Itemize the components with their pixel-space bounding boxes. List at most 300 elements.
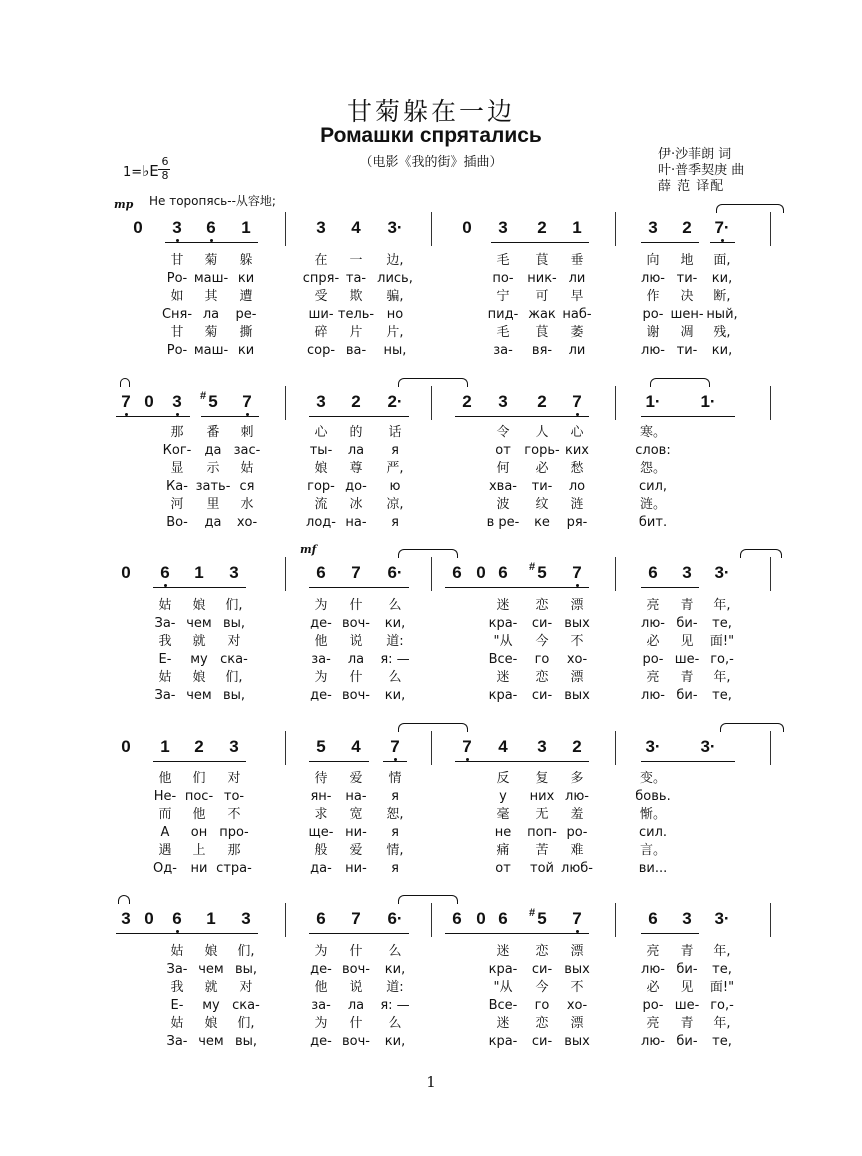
lyric-syllable: маш- bbox=[193, 271, 229, 286]
lyric-syllable: 漂 bbox=[570, 944, 584, 959]
beam-underline bbox=[491, 933, 589, 934]
lyric-syllable: За- bbox=[154, 688, 176, 703]
lyric-syllable: лю- bbox=[641, 271, 665, 286]
lyric-syllable: то- bbox=[223, 789, 245, 804]
lyric-syllable: ро- bbox=[642, 307, 664, 322]
lyric-syllable: 什 bbox=[349, 598, 363, 613]
lyric-syllable: 迷 bbox=[496, 944, 510, 959]
lyric-syllable: наб- bbox=[562, 307, 592, 322]
lyric-syllable: ше- bbox=[674, 652, 700, 667]
note: 3· bbox=[714, 563, 730, 582]
lyric-syllable: на- bbox=[345, 515, 367, 530]
lyric-syllable: А bbox=[160, 825, 170, 840]
lyric-syllable: 复 bbox=[535, 771, 549, 786]
lyric-syllable: лю- bbox=[641, 616, 665, 631]
lyric-syllable: сил. bbox=[638, 825, 668, 840]
note: # 5 bbox=[532, 909, 552, 929]
note: 6 bbox=[452, 909, 462, 928]
note: 7· bbox=[712, 218, 732, 238]
lyric-syllable: Не- bbox=[153, 789, 177, 804]
lyric-syllable: хо- bbox=[566, 998, 588, 1013]
lyric-syllable: ный, bbox=[706, 307, 738, 322]
lyric-syllable: 么 bbox=[388, 598, 402, 613]
note: 7 bbox=[351, 909, 361, 928]
lyric-syllable: я bbox=[391, 443, 399, 458]
lyric-syllable: де- bbox=[310, 962, 332, 977]
sharp-sign: # bbox=[529, 561, 536, 573]
lyric-syllable: 们, bbox=[237, 944, 255, 959]
note: 1· bbox=[645, 392, 661, 411]
lyric-syllable: 不 bbox=[227, 807, 241, 822]
lyric-syllable: я bbox=[391, 515, 399, 530]
beam-underline bbox=[153, 587, 246, 588]
lyric-syllable: 那 bbox=[227, 843, 241, 858]
lyric-syllable: бовь. bbox=[635, 789, 671, 804]
barline bbox=[285, 731, 286, 765]
lyric-syllable: Сня- bbox=[161, 307, 193, 322]
lyric-syllable: му bbox=[202, 998, 220, 1013]
lyric-syllable: 迷 bbox=[496, 1016, 510, 1031]
beam-underline bbox=[455, 761, 589, 762]
note: 3 bbox=[682, 563, 692, 582]
lyric-syllable: 无 bbox=[535, 807, 549, 822]
lyric-syllable: 向 bbox=[646, 253, 660, 268]
lyric-syllable: та- bbox=[345, 271, 367, 286]
lyric-syllable: 恋 bbox=[535, 670, 549, 685]
beam-underline bbox=[116, 416, 190, 417]
lyric-syllable: 求 bbox=[314, 807, 328, 822]
lyric-syllable: 波 bbox=[496, 497, 510, 512]
note: 3 bbox=[537, 737, 547, 756]
lyric-syllable: воч- bbox=[342, 688, 370, 703]
lyric-syllable: си- bbox=[531, 688, 553, 703]
lyric-syllable: 涟 bbox=[570, 497, 584, 512]
lyric-syllable: 情, bbox=[386, 843, 404, 858]
lyric-syllable: 待 bbox=[314, 771, 328, 786]
note: 6 bbox=[316, 563, 326, 582]
barline bbox=[431, 731, 432, 765]
lyric-syllable: лю- bbox=[641, 343, 665, 358]
barline bbox=[615, 212, 616, 246]
note: 3 bbox=[316, 392, 326, 411]
lyric-syllable: в ре- bbox=[486, 515, 520, 530]
lyric-syllable: 地 bbox=[680, 253, 694, 268]
lyric-syllable: си- bbox=[531, 962, 553, 977]
lyric-syllable: за- bbox=[311, 652, 331, 667]
lyric-syllable: вых bbox=[564, 962, 590, 977]
lyric-syllable: 姑 bbox=[170, 1016, 184, 1031]
lyric-syllable: ся bbox=[239, 479, 255, 494]
lyric-syllable: Ро- bbox=[166, 343, 188, 358]
lyric-syllable: ки, bbox=[384, 616, 406, 631]
lyric-syllable: 冰 bbox=[349, 497, 363, 512]
lyric-syllable: 他 bbox=[314, 634, 328, 649]
lyric-syllable: стра- bbox=[216, 861, 252, 876]
note: 1 bbox=[572, 218, 582, 237]
lyric-syllable: 对 bbox=[227, 634, 241, 649]
key-label: 1= bbox=[123, 165, 143, 180]
lyric-syllable: 般 bbox=[314, 843, 328, 858]
lyric-syllable: те, bbox=[712, 962, 732, 977]
lyric-syllable: чем bbox=[186, 688, 212, 703]
lyric-syllable: 娘 bbox=[192, 598, 206, 613]
lyric-syllable: 片 bbox=[349, 325, 363, 340]
lyric-syllable: воч- bbox=[342, 1034, 370, 1049]
lyric-syllable: За- bbox=[166, 962, 188, 977]
dynamic-mp: mp bbox=[114, 198, 134, 211]
note: 1 bbox=[241, 218, 251, 237]
barline bbox=[615, 557, 616, 591]
lyric-syllable: 令 bbox=[496, 425, 510, 440]
lyric-syllable: 甘 bbox=[170, 253, 184, 268]
lyric-syllable: 的 bbox=[349, 425, 363, 440]
lyric-syllable: 娘 bbox=[204, 944, 218, 959]
page-number: 1 bbox=[426, 1073, 436, 1091]
lyric-syllable: му bbox=[190, 652, 208, 667]
beam-underline bbox=[165, 242, 258, 243]
lyric-syllable: лись, bbox=[377, 271, 413, 286]
lyric-syllable: 毛 bbox=[496, 253, 510, 268]
lyric-syllable: 恋 bbox=[535, 1016, 549, 1031]
lyric-syllable: ре- bbox=[235, 307, 257, 322]
lyric-syllable: 为 bbox=[314, 1016, 328, 1031]
lyric-syllable: 年, bbox=[713, 944, 731, 959]
lyric-syllable: 们 bbox=[192, 771, 206, 786]
lyric-syllable: 其 bbox=[204, 289, 218, 304]
lyric-syllable: ян- bbox=[310, 789, 332, 804]
lyric-syllable: де- bbox=[310, 688, 332, 703]
lyric-syllable: ска- bbox=[232, 998, 260, 1013]
lyric-syllable: сор- bbox=[306, 343, 336, 358]
lyric-syllable: ла bbox=[202, 307, 220, 322]
note: 0 bbox=[133, 218, 143, 237]
barline bbox=[285, 557, 286, 591]
note: 1· bbox=[700, 392, 716, 411]
lyric-syllable: ки, bbox=[384, 962, 406, 977]
lyric-syllable: 人 bbox=[535, 425, 549, 440]
lyric-syllable: от bbox=[495, 861, 511, 876]
lyric-syllable: 在 bbox=[314, 253, 328, 268]
lyric-syllable: 为 bbox=[314, 598, 328, 613]
lyric-syllable: ше- bbox=[674, 998, 700, 1013]
lyric-syllable: пос- bbox=[184, 789, 214, 804]
lyric-syllable: ке bbox=[534, 515, 550, 530]
note: # 5 bbox=[203, 392, 223, 412]
lyric-syllable: 什 bbox=[349, 1016, 363, 1031]
lyric-syllable: 早 bbox=[570, 289, 584, 304]
lyric-syllable: ще- bbox=[308, 825, 334, 840]
lyric-syllable: 什 bbox=[349, 944, 363, 959]
note: 2 bbox=[462, 392, 472, 411]
lyric-syllable: 情 bbox=[388, 771, 402, 786]
lyric-syllable: я bbox=[391, 789, 399, 804]
lyric-syllable: 必 bbox=[646, 634, 660, 649]
lyric-syllable: 恕, bbox=[386, 807, 404, 822]
lyric-syllable: 道: bbox=[386, 980, 404, 995]
note: 3 bbox=[229, 737, 239, 756]
barline bbox=[431, 903, 432, 937]
note: 7 bbox=[385, 737, 405, 757]
lyric-syllable: 今 bbox=[535, 634, 549, 649]
lyric-syllable: ни- bbox=[345, 861, 367, 876]
lyric-syllable: те, bbox=[712, 688, 732, 703]
lyric-syllable: 宁 bbox=[496, 289, 510, 304]
lyric-syllable: кра- bbox=[488, 962, 518, 977]
lyric-syllable: 寒。 bbox=[639, 425, 666, 440]
lyric-syllable: 见 bbox=[680, 634, 694, 649]
lyric-syllable: Во- bbox=[166, 515, 188, 530]
beam-underline bbox=[491, 242, 589, 243]
lyric-syllable: го,- bbox=[710, 998, 734, 1013]
note: 7 bbox=[567, 909, 587, 929]
lyric-syllable: би- bbox=[676, 962, 698, 977]
beam-underline bbox=[309, 761, 369, 762]
lyric-syllable: 上 bbox=[192, 843, 206, 858]
lyric-syllable: 心 bbox=[314, 425, 328, 440]
credit-translator: 薛 范 译配 bbox=[658, 179, 725, 194]
tie-slur bbox=[720, 723, 784, 732]
lyric-syllable: ва- bbox=[345, 343, 367, 358]
lyric-syllable: поп- bbox=[527, 825, 557, 840]
lyric-syllable: зать- bbox=[195, 479, 231, 494]
lyric-syllable: 涟。 bbox=[639, 497, 666, 512]
lyric-syllable: той bbox=[530, 861, 554, 876]
lyric-syllable: ти- bbox=[676, 343, 698, 358]
lyric-syllable: 何 bbox=[496, 461, 510, 476]
lyric-syllable: бит. bbox=[638, 515, 668, 530]
lyric-syllable: би- bbox=[676, 1034, 698, 1049]
note: 2 bbox=[351, 392, 361, 411]
lyric-syllable: 宽 bbox=[349, 807, 363, 822]
meter-line bbox=[158, 169, 170, 170]
lyric-syllable: 反 bbox=[496, 771, 510, 786]
lyric-syllable: слов: bbox=[635, 443, 671, 458]
barline bbox=[615, 903, 616, 937]
lyric-syllable: 怨。 bbox=[639, 461, 666, 476]
lyric-syllable: 流 bbox=[314, 497, 328, 512]
barline bbox=[431, 557, 432, 591]
lyric-syllable: би- bbox=[676, 688, 698, 703]
lyric-syllable: лод- bbox=[306, 515, 336, 530]
lyric-syllable: про- bbox=[219, 825, 249, 840]
lyric-syllable: 娘 bbox=[314, 461, 328, 476]
lyric-syllable: воч- bbox=[342, 962, 370, 977]
lyric-syllable: ки bbox=[237, 343, 255, 358]
note: 6 bbox=[648, 563, 658, 582]
lyric-syllable: Ког- bbox=[162, 443, 192, 458]
lyric-syllable: 片, bbox=[386, 325, 404, 340]
lyric-syllable: я: — bbox=[380, 998, 410, 1013]
lyric-syllable: "从 bbox=[493, 634, 513, 649]
barline bbox=[285, 212, 286, 246]
beam-underline bbox=[710, 242, 735, 243]
lyric-syllable: 对 bbox=[227, 771, 241, 786]
lyric-syllable: 面!" bbox=[709, 634, 735, 649]
lyric-syllable: 爱 bbox=[349, 843, 363, 858]
lyric-syllable: 年, bbox=[713, 670, 731, 685]
lyric-syllable: вы, bbox=[222, 616, 246, 631]
lyric-syllable: 娘 bbox=[192, 670, 206, 685]
tie-slur bbox=[118, 895, 130, 904]
note: 3 bbox=[682, 909, 692, 928]
note: 3 bbox=[498, 218, 508, 237]
lyric-syllable: де- bbox=[310, 1034, 332, 1049]
lyric-syllable: 们, bbox=[237, 1016, 255, 1031]
lyric-syllable: 爱 bbox=[349, 771, 363, 786]
lyric-syllable: 他 bbox=[192, 807, 206, 822]
lyric-syllable: 迷 bbox=[496, 670, 510, 685]
note: 1 bbox=[206, 909, 216, 928]
lyric-syllable: 萎 bbox=[570, 325, 584, 340]
note: 3· bbox=[714, 909, 730, 928]
lyric-syllable: 残, bbox=[713, 325, 731, 340]
lyric-syllable: 漂 bbox=[570, 598, 584, 613]
tie-slur bbox=[398, 378, 468, 387]
lyric-syllable: 不 bbox=[570, 980, 584, 995]
lyric-syllable: 就 bbox=[204, 980, 218, 995]
note: 3 bbox=[316, 218, 326, 237]
song-title-chinese: 甘菊躲在一边 bbox=[346, 97, 515, 126]
lyric-syllable: 他 bbox=[158, 771, 172, 786]
lyric-syllable: 愁 bbox=[570, 461, 584, 476]
lyric-syllable: ши- bbox=[308, 307, 334, 322]
note: 3· bbox=[700, 737, 716, 756]
lyric-syllable: 茛 bbox=[535, 325, 549, 340]
lyric-syllable: 刺 bbox=[240, 425, 254, 440]
dynamic-mf: mf bbox=[300, 543, 317, 556]
note: 6 bbox=[498, 909, 508, 928]
note: 5 bbox=[316, 737, 326, 756]
lyric-syllable: Ро- bbox=[166, 271, 188, 286]
beam-underline bbox=[641, 933, 699, 934]
lyric-syllable: 谢 bbox=[646, 325, 660, 340]
note: 0 bbox=[476, 563, 486, 582]
lyric-syllable: 变。 bbox=[639, 771, 666, 786]
lyric-syllable: 作 bbox=[646, 289, 660, 304]
note: 6· bbox=[387, 563, 403, 582]
note: 3· bbox=[645, 737, 661, 756]
lyric-syllable: 必 bbox=[646, 980, 660, 995]
lyric-syllable: я bbox=[391, 825, 399, 840]
lyric-syllable: 么 bbox=[388, 1016, 402, 1031]
lyric-syllable: кра- bbox=[488, 1034, 518, 1049]
lyric-syllable: 心 bbox=[570, 425, 584, 440]
beam-underline bbox=[641, 416, 735, 417]
lyric-syllable: Е- bbox=[170, 998, 184, 1013]
lyric-syllable: 躲 bbox=[239, 253, 253, 268]
lyric-syllable: 对 bbox=[239, 980, 253, 995]
lyric-syllable: 甘 bbox=[170, 325, 184, 340]
lyric-syllable: ро- bbox=[642, 998, 664, 1013]
lyric-syllable: ких bbox=[565, 443, 589, 458]
note: 6 bbox=[452, 563, 462, 582]
tie-slur bbox=[650, 378, 710, 387]
lyric-syllable: у bbox=[499, 789, 507, 804]
key-signature bbox=[123, 162, 159, 180]
barline bbox=[431, 212, 432, 246]
lyric-syllable: да bbox=[204, 443, 222, 458]
lyric-syllable: 他 bbox=[314, 980, 328, 995]
barline bbox=[285, 386, 286, 420]
lyric-syllable: ник- bbox=[527, 271, 557, 286]
lyric-syllable: 们, bbox=[225, 598, 243, 613]
lyric-syllable: 姑 bbox=[170, 944, 184, 959]
lyric-syllable: си- bbox=[531, 616, 553, 631]
lyric-syllable: ли bbox=[568, 343, 586, 358]
note: 3 bbox=[167, 392, 187, 412]
lyric-syllable: 遇 bbox=[158, 843, 172, 858]
lyric-syllable: не bbox=[494, 825, 512, 840]
lyric-syllable: 凋 bbox=[680, 325, 694, 340]
tempo-marking: Не торопясь--从容地; bbox=[149, 194, 276, 208]
lyric-syllable: вя- bbox=[531, 343, 553, 358]
lyric-syllable: воч- bbox=[342, 616, 370, 631]
note: 0 bbox=[144, 909, 154, 928]
lyric-syllable: 漂 bbox=[570, 1016, 584, 1031]
lyric-syllable: вых bbox=[564, 1034, 590, 1049]
note: 6 bbox=[648, 909, 658, 928]
lyric-syllable: 示 bbox=[206, 461, 220, 476]
beam-underline bbox=[641, 587, 699, 588]
lyric-syllable: те, bbox=[712, 1034, 732, 1049]
lyric-syllable: кра- bbox=[488, 616, 518, 631]
lyric-syllable: до- bbox=[345, 479, 367, 494]
lyric-syllable: я: — bbox=[380, 652, 410, 667]
lyric-syllable: них bbox=[529, 789, 555, 804]
lyric-syllable: 遭 bbox=[239, 289, 253, 304]
lyric-syllable: 里 bbox=[206, 497, 220, 512]
lyric-syllable: 青 bbox=[680, 944, 694, 959]
lyric-syllable: зас- bbox=[233, 443, 261, 458]
lyric-syllable: 娘 bbox=[204, 1016, 218, 1031]
lyric-syllable: 恋 bbox=[535, 944, 549, 959]
lyric-syllable: пид- bbox=[487, 307, 519, 322]
note: 1 bbox=[160, 737, 170, 756]
note: # 5 bbox=[532, 563, 552, 583]
lyric-syllable: ти- bbox=[531, 479, 553, 494]
lyric-syllable: 为 bbox=[314, 944, 328, 959]
lyric-syllable: 今 bbox=[535, 980, 549, 995]
lyric-syllable: 毛 bbox=[496, 325, 510, 340]
lyric-syllable: 姑 bbox=[158, 670, 172, 685]
lyric-syllable: 决 bbox=[680, 289, 694, 304]
note: 1 bbox=[194, 563, 204, 582]
lyric-syllable: ты- bbox=[309, 443, 333, 458]
barline bbox=[770, 386, 771, 420]
lyric-syllable: 亮 bbox=[646, 944, 660, 959]
note: 2 bbox=[194, 737, 204, 756]
meter-top: 6 bbox=[161, 155, 169, 168]
lyric-syllable: 必 bbox=[535, 461, 549, 476]
lyric-syllable: 那 bbox=[170, 425, 184, 440]
lyric-syllable: 显 bbox=[170, 461, 184, 476]
lyric-syllable: ни- bbox=[345, 825, 367, 840]
note: 6 bbox=[316, 909, 326, 928]
lyric-syllable: 就 bbox=[192, 634, 206, 649]
lyric-syllable: за- bbox=[311, 998, 331, 1013]
lyric-syllable: 说 bbox=[349, 980, 363, 995]
lyric-syllable: ни bbox=[190, 861, 208, 876]
lyric-syllable: от bbox=[495, 443, 511, 458]
lyric-syllable: 我 bbox=[170, 980, 184, 995]
beam-underline bbox=[165, 933, 258, 934]
lyric-syllable: ки, bbox=[384, 1034, 406, 1049]
lyric-syllable: 一 bbox=[349, 253, 363, 268]
lyric-syllable: маш- bbox=[193, 343, 229, 358]
note: 6 bbox=[498, 563, 508, 582]
lyric-syllable: Все- bbox=[488, 652, 518, 667]
beam-underline bbox=[153, 761, 246, 762]
